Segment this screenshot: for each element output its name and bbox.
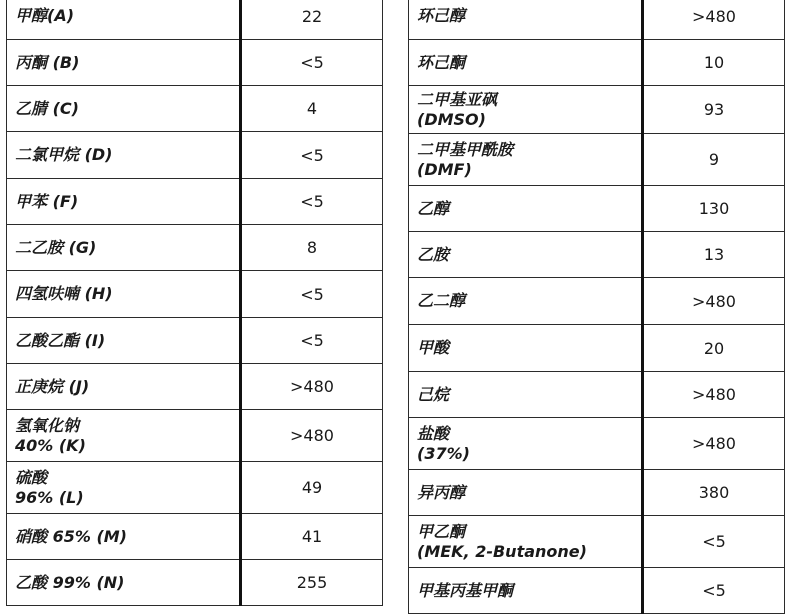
breakthrough-time-cell: >480 — [643, 418, 785, 470]
chemical-name: 环己醇 — [417, 6, 466, 25]
breakthrough-time-cell: 22 — [241, 0, 383, 40]
table-row — [7, 318, 383, 364]
right-resistance-table — [408, 0, 785, 614]
chemical-name-cell — [7, 514, 241, 560]
chemical-name-cell — [7, 40, 241, 86]
chemical-name-cell — [7, 132, 241, 179]
breakthrough-time-cell: <5 — [241, 318, 383, 364]
chemical-name-cell — [409, 470, 643, 516]
chemical-name-detail: (37%) — [417, 443, 470, 463]
breakthrough-time-cell: 20 — [643, 325, 785, 372]
breakthrough-time-cell: >480 — [643, 278, 785, 325]
chemical-name: 甲乙酮 — [417, 521, 466, 541]
table-row — [409, 232, 785, 278]
chemical-name-cell — [409, 134, 643, 186]
chemical-name: 甲醇(A) — [15, 6, 75, 25]
chemical-name: 丙酮 (B) — [15, 52, 80, 72]
breakthrough-time-cell: 10 — [643, 40, 785, 86]
table-row — [7, 560, 383, 606]
chemical-name-cell — [409, 418, 643, 470]
table-row — [7, 40, 383, 86]
breakthrough-time-cell: 49 — [241, 462, 383, 514]
chemical-name-cell — [409, 278, 643, 325]
breakthrough-time-cell: 41 — [241, 514, 383, 560]
chemical-name-cell — [409, 372, 643, 418]
chemical-name-detail: 40% (K) — [15, 435, 86, 455]
chemical-name-cell — [7, 318, 241, 364]
table-row — [7, 271, 383, 318]
chemical-name: 硫酸 — [15, 467, 48, 487]
table-row — [409, 418, 785, 470]
breakthrough-time-cell: >480 — [241, 410, 383, 462]
table-row — [7, 132, 383, 179]
breakthrough-time-cell: <5 — [241, 132, 383, 179]
breakthrough-time-cell: >480 — [643, 0, 785, 40]
chemical-name: 硝酸 65% (M) — [15, 526, 127, 546]
chemical-name: 甲基丙基甲酮 — [417, 580, 514, 600]
chemical-name: 盐酸 — [417, 423, 450, 443]
chemical-name: 四氢呋喃 (H) — [15, 284, 113, 303]
table-row — [7, 410, 383, 462]
chemical-name: 乙胺 — [417, 244, 450, 264]
chemical-name-cell — [409, 232, 643, 278]
chemical-name: 甲苯 (F) — [15, 191, 79, 211]
chemical-name: 乙酸 99% (N) — [15, 572, 125, 592]
table-row — [7, 364, 383, 410]
chemical-name-cell — [7, 86, 241, 132]
chemical-name: 异丙醇 — [417, 482, 466, 502]
right-table-body — [409, 0, 785, 614]
table-row — [7, 179, 383, 225]
table-row — [409, 86, 785, 134]
breakthrough-time-cell: >480 — [241, 364, 383, 410]
breakthrough-time-cell: <5 — [241, 40, 383, 86]
chemical-name-detail: 96% (L) — [15, 487, 84, 507]
left-resistance-table — [6, 0, 383, 606]
chemical-name-cell — [7, 462, 241, 514]
chemical-name-cell — [409, 0, 643, 40]
chemical-name: 二甲基亚砜 — [417, 89, 498, 109]
table-row — [409, 372, 785, 418]
table-row — [409, 568, 785, 614]
breakthrough-time-cell: <5 — [241, 271, 383, 318]
chemical-name-cell — [409, 516, 643, 568]
chemical-name: 乙腈 (C) — [15, 98, 79, 118]
chemical-name-cell — [7, 271, 241, 318]
chemical-name-cell — [7, 225, 241, 271]
chemical-name-cell — [409, 40, 643, 86]
chemical-name: 乙二醇 — [417, 291, 466, 310]
table-row — [409, 186, 785, 232]
chemical-name-detail: (MEK, 2-Butanone) — [417, 541, 587, 561]
chemical-name-cell — [7, 364, 241, 410]
table-row — [409, 278, 785, 325]
chemical-name: 环己酮 — [417, 52, 466, 72]
table-row — [7, 0, 383, 40]
chemical-name: 二甲基甲酰胺 — [417, 139, 514, 159]
chemical-name: 乙醇 — [417, 198, 450, 218]
breakthrough-time-cell: <5 — [241, 179, 383, 225]
table-row — [409, 516, 785, 568]
breakthrough-time-cell: <5 — [643, 516, 785, 568]
breakthrough-time-cell: 9 — [643, 134, 785, 186]
chemical-name: 二氯甲烷 (D) — [15, 145, 113, 164]
breakthrough-time-cell: 93 — [643, 86, 785, 134]
chemical-name: 氢氧化钠 — [15, 415, 80, 435]
breakthrough-time-cell: 380 — [643, 470, 785, 516]
chemical-name-detail: (DMF) — [417, 159, 472, 179]
left-table-body — [7, 0, 383, 606]
table-row — [7, 225, 383, 271]
table-row — [409, 325, 785, 372]
breakthrough-time-cell: >480 — [643, 372, 785, 418]
chemical-name-detail: (DMSO) — [417, 109, 486, 129]
breakthrough-time-cell: 13 — [643, 232, 785, 278]
breakthrough-time-cell: 8 — [241, 225, 383, 271]
breakthrough-time-cell: <5 — [643, 568, 785, 614]
chemical-name-cell — [409, 568, 643, 614]
table-row — [409, 470, 785, 516]
breakthrough-time-cell: 130 — [643, 186, 785, 232]
chemical-name-cell — [409, 86, 643, 134]
table-row — [409, 40, 785, 86]
chemical-name: 乙酸乙酯 (I) — [15, 330, 106, 350]
table-row — [409, 0, 785, 40]
table-row — [7, 514, 383, 560]
chemical-name: 正庚烷 (J) — [15, 376, 90, 396]
table-row — [409, 134, 785, 186]
chemical-name-cell — [7, 410, 241, 462]
chemical-name-cell — [409, 186, 643, 232]
chemical-name-cell — [7, 179, 241, 225]
chemical-name: 二乙胺 (G) — [15, 237, 97, 257]
chemical-name: 甲酸 — [417, 338, 450, 357]
chemical-name-cell — [409, 325, 643, 372]
chemical-name: 己烷 — [417, 384, 450, 404]
breakthrough-time-cell: 255 — [241, 560, 383, 606]
chemical-name-cell — [7, 560, 241, 606]
chemical-name-cell — [7, 0, 241, 40]
breakthrough-time-cell: 4 — [241, 86, 383, 132]
table-row — [7, 86, 383, 132]
table-row — [7, 462, 383, 514]
